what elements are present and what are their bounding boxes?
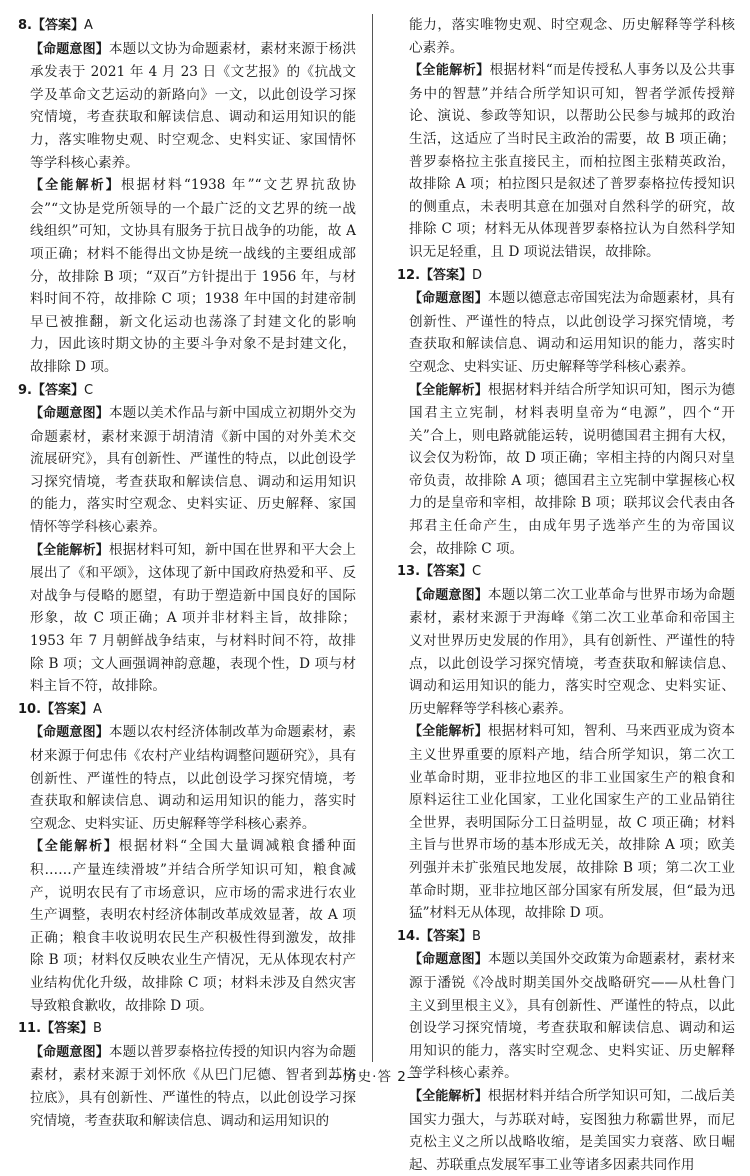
section-text: 根据材料“而是传授私人事务以及公共事务中的智慧”并结合所学知识可知，智者学派传授辩论、演说、参政等知识，以帮助公民参与城邦的政治生活，这适应了当时民主政治的需要，故 B 项正确；普罗泰格拉主张直接民主，而柏拉图主张精英政治，故排除 A 项；柏拉图只是叙述了普罗泰格拉传授知识的侧重点，未表明其意在加强对自然科学的研究，故排除 C 项；材料无从体现普罗泰格拉认为自然科学知识无足轻重，且 D 项说法错误，故排除。 [409,62,735,260]
section-tag: 【命题意图】 [30,1044,109,1060]
explanation-paragraph [397,287,735,378]
section-tag: 【全能解析】 [30,839,119,855]
section-text: 根据材料“全国大量调减粮食播种面积……产量连续滑坡”并结合所学知识可知，粮食减产，说明农民有了市场意识，应市场的需求进行农业生产调整，表明农村经济体制改革成效显著，故 A 项正确；粮食丰收说明农民生产积极性得到激发，故排除 B 项；材料仅反映农业生产情况，无从体现农村产业结构优化升级，故排除 C 项；材料未涉及自然灾害导致粮食歉收，故排除 D 项。 [30,838,356,1014]
answer-value: B [93,1021,102,1037]
section-text: 根据材料可知，智利、马来西亚成为资本主义世界重要的原料产地，结合所学知识，第二次工业革命时期，亚非拉地区的非工业国家生产的粮食和原料运往工业化国家，工业化国家生产的工业品销往全世界，表明国际分工日益明显，故 C 项正确；材料主旨与世界市场的基本形成无关，故排除 A 项；欧美列强并未扩张殖民地发展，故排除 B 项；第二次工业革命时期，亚非拉地区部分国家有所发展，但“最为迅猛”材料无从体现，故排除 D 项。 [409,723,735,922]
section-tag: 【全能解析】 [30,542,109,558]
section-tag: 【全能解析】 [30,178,121,194]
explanation-paragraph [397,720,735,924]
answer-tag: 【答案】 [31,382,84,398]
section-text: 根据材料可知，新中国在世界和平大会上展出了《和平颂》，这体现了新中国政府热爱和平、反对战争与侵略的愿望，有助于塑造新中国良好的国际形象，故 C 项正确；A 项并非材料主旨，故排除；1953 年 7 月朝鲜战争结束，与材料时间不符，故排除 B 项；文人画强调神韵意趣，表现个性，D 项与材料主旨不符，故排除。 [30,541,356,695]
question-number: 8. [18,18,32,33]
section-text: 本题以美术作品与新中国成立初期外交为命题素材，素材来源于胡清清《新中国的对外美术交流展研究》，具有创新性、严谨性的特点，以此创设学习探究情境，考查获取和解读信息、调动和运用知识的能力，落实时空观念、史料实证、历史解释、家国情怀等学科核心素养。 [30,405,356,536]
explanation-paragraph [397,379,735,561]
explanation-paragraph [18,835,356,1017]
question-answer-line [18,1017,356,1041]
section-tag: 【命题意图】 [30,41,109,57]
question-number: 10. [18,701,42,717]
explanation-paragraph [397,584,735,721]
section-text: 本题以农村经济体制改革为命题素材，素材来源于何忠伟《农村产业结构调整问题研究》，具有创新性、严谨性的特点，以此创设学习探究情境，考查获取和解读信息、调动和运用知识的能力，落实时空观念、史料实证、历史解释等学科核心素养。 [30,724,356,832]
question-number: 12. [397,267,421,283]
section-text: 本题以文协为命题素材，素材来源于杨洪承发表于 2021 年 4 月 23 日《文艺报》的《抗战文学及革命文艺运动的新路向》一文，以此创设学习探究情境，考查获取和解读信息、调动和运用知识的能力，落实唯物史观、时空观念、史料实证、家国情怀等学科核心素养。 [30,40,356,171]
section-text: 本题以美国外交政策为命题素材，素材来源于潘锐《冷战时期美国外交战略研究——从杜鲁门主义到里根主义》，具有创新性、严谨性的特点，以此创设学习探究情境，考查获取和解读信息、调动和运用知识的能力，落实时空观念、史料实证、历史解释等学科核心素养。 [409,951,735,1082]
section-tag: 【命题意图】 [409,291,488,307]
section-text: 本题以第二次工业革命与世界市场为命题素材，素材来源于尹海峰《第二次工业革命和帝国主义对世界历史发展的作用》，具有创新性、严谨性的特点，以此创设学习探究情境，考查获取和解读信息、调动和运用知识的能力，落实时空观念、史料实证、历史解释等学科核心素养。 [409,586,735,717]
section-text: 根据材料并结合所学知识可知，二战后美国实力强大，与苏联对峙，妄图独力称霸世界，而尼克松主义之所以战略收缩，是美国实力衰落、欧日崛起、苏联重点发展军事工业等诸多因素共同作用 [409,1087,735,1173]
question-number: 9. [18,382,32,398]
explanation-paragraph [18,38,356,175]
answer-tag: 【答案】 [420,928,473,944]
answer-tag: 【答案】 [420,267,473,283]
left-column [18,14,356,1132]
section-text: 本题以德意志帝国宪法为命题素材，具有创新性、严谨性的特点，以此创设学习探究情境，考查获取和解读信息、调动和运用知识的能力，落实时空观念、史料实证、历史解释等学科核心素养。 [409,290,735,375]
section-tag: 【命题意图】 [30,406,109,422]
section-tag: 【命题意图】 [409,587,488,603]
question-answer-line [397,560,735,584]
explanation-paragraph [18,402,356,539]
question-answer-line [18,14,356,38]
section-text: 根据材料并结合所学知识可知，图示为德国君主立宪制，材料表明皇帝为“电源”，四个“开关”合上，则电路就能运转，说明德国君主拥有大权，议会仅为粉饰，故 D 项正确；宰相主持的内阁只对皇帝负责，故排除 A 项；德国君主立宪制中掌握核心权力的是皇帝和宰相，故排除 B 项；联邦议会代表由各邦君主任命产生，由成年男子选举产生的为帝国议会，故排除 C 项。 [409,381,735,557]
answer-tag: 【答案】 [420,564,473,580]
question-answer-line [18,698,356,722]
section-tag: 【全能解析】 [409,63,490,79]
question-answer-line [397,925,735,949]
answer-tag: 【答案】 [31,18,84,33]
answer-value: C [84,382,94,398]
page-footer: —历史·答 2— [328,1069,422,1085]
explanation-paragraph [18,721,356,835]
section-text: 根据材料“1938 年”“文艺界抗敌协会”“文协是党所领导的一个最广泛的文艺界的统一战线组织”可知，文协具有服务于抗日战争的功能，故 A 项正确；材料不能得出文协是统一战线的主要组成部分，故排除 B 项；“双百”方针提出于 1956 年，与材料时间不符，故排除 C 项；1938 年中国的封建帝制早已被推翻，新文化运动也荡涤了封建文化的影响力，因此该时期文协的主要斗争对象不是封建文化，故排除 D 项。 [30,177,356,375]
explanation-paragraph [397,59,735,263]
answer-value: D [472,267,483,283]
question-number: 11. [18,1021,42,1037]
question-number: 14. [397,928,421,944]
section-tag: 【全能解析】 [409,382,488,398]
right-column [397,14,735,1176]
answer-tag: 【答案】 [41,1021,94,1037]
question-answer-line [397,264,735,288]
answer-value: B [472,928,481,944]
explanation-paragraph [18,539,356,698]
question-number: 13. [397,564,421,580]
section-tag: 【全能解析】 [409,724,488,740]
section-tag: 【命题意图】 [30,725,109,741]
column-divider [372,14,373,1062]
explanation-paragraph [18,1041,356,1132]
continued-text: 能力，落实唯物史观、时空观念、历史解释等学科核心素养。 [409,17,735,56]
explanation-paragraph [18,174,356,378]
section-tag: 【全能解析】 [409,1088,488,1104]
answer-value: A [93,701,102,717]
section-tag: 【命题意图】 [409,952,488,968]
answer-value: A [84,18,93,33]
section-text: 本题以普罗泰格拉传授的知识内容为命题素材，素材来源于刘怀欣《从巴门尼德、智者到苏格拉底》，具有创新性、严谨性的特点，以此创设学习探究情境，考查获取和解读信息、调动和运用知识的 [30,1043,356,1129]
answer-tag: 【答案】 [41,701,94,717]
question-answer-line [18,379,356,403]
answer-value: C [472,564,482,580]
